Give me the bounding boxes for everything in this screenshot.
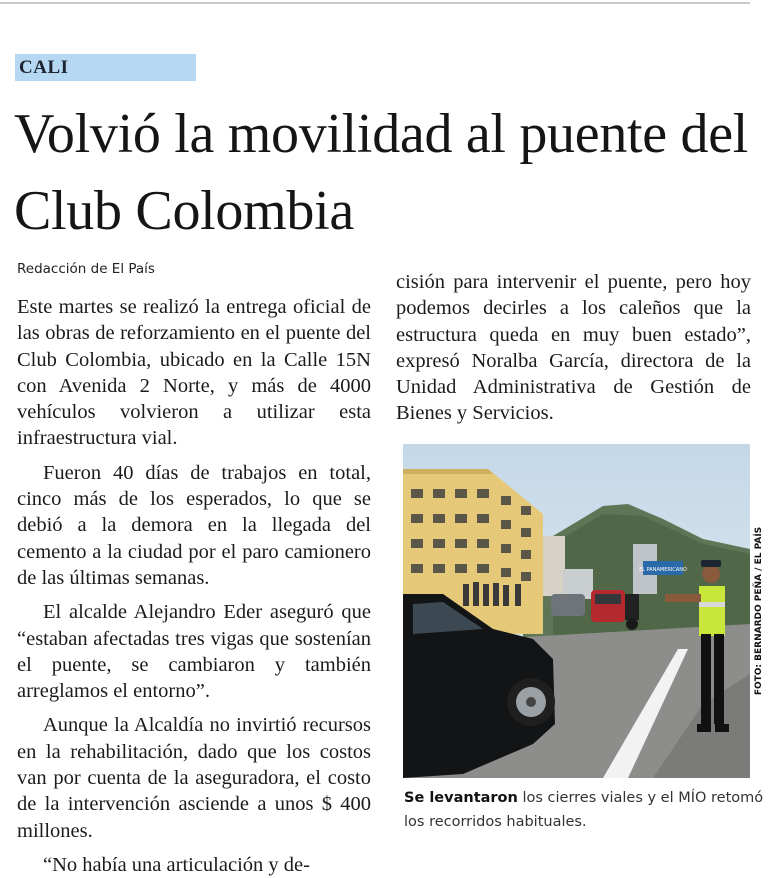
- headline: Volvió la movilidad al puente del Club Colombia: [14, 103, 749, 242]
- top-rule: [0, 2, 750, 4]
- body-paragraph: “No había una articulación y de-: [43, 853, 310, 876]
- street-scene-illustration: [403, 444, 750, 778]
- body-paragraph: Este martes se realizó la entrega oficial de las obras de reforzamiento en el puente del Club Colombia, ubicado en la Calle 15N con Avenida 2 Norte, y más de 4000 vehículos volvieron a utilizar esta infraestructura vial.: [17, 296, 371, 450]
- street-sign-text: EL PANAMERICANO: [639, 567, 687, 573]
- photo-caption: [404, 786, 764, 834]
- body-paragraph: cisión para intervenir el puente, pero hoy podemos decirles a los caleños que la estructura queda en muy buen estado”, expresó Noralba García, directora de la Unidad Administrativa de Gestión de Bienes y Servicios.: [396, 271, 751, 425]
- section-tag: CALI: [15, 54, 196, 81]
- caption-text: los cierres viales y el MÍO retomó los recorridos habituales.: [404, 790, 764, 830]
- photo-credit-text: FOTO: BERNARDO PEÑA / EL PAÍS: [754, 526, 765, 696]
- photo-credit: [750, 444, 768, 778]
- body-paragraph: El alcalde Alejandro Eder aseguró que “estaban afectadas tres vigas que sostenían el puente, se cambiaron y también arreglamos el entorno”.: [17, 601, 371, 703]
- caption-lead: Se levantaron: [404, 790, 518, 806]
- body-column-right: [396, 269, 751, 427]
- body-column-left: [17, 294, 371, 878]
- body-paragraph: Fueron 40 días de trabajos en total, cinco más de los esperados, lo que se debió a la demora en la llegada del cemento a la ciudad por el paro camionero de las últimas semanas.: [17, 461, 371, 589]
- body-paragraph: Aunque la Alcaldía no invirtió recursos en la rehabilitación, dado que los costos van por cuenta de la aseguradora, el costo de la intervención asciende a unos $ 400 millones.: [17, 714, 371, 842]
- news-photo: [403, 444, 750, 778]
- byline: Redacción de El País: [17, 261, 155, 277]
